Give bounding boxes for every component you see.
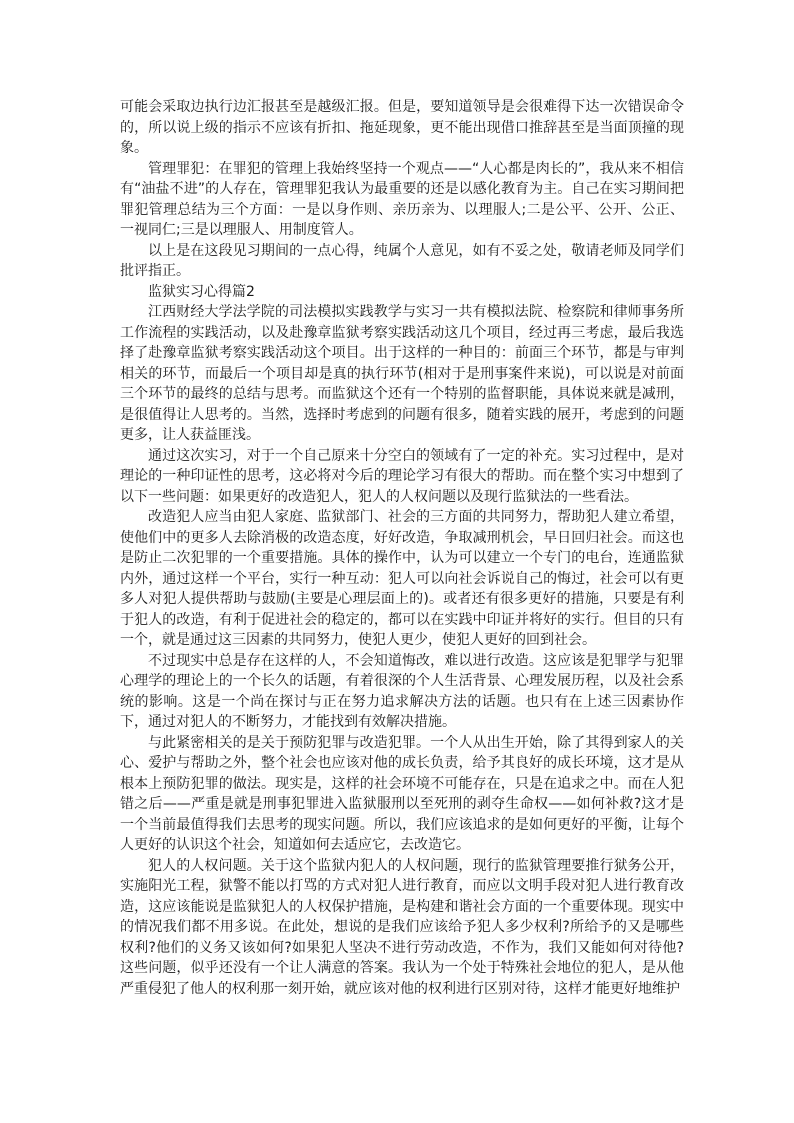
paragraph-internship-reflection: 通过这次实习，对于一个自己原来十分空白的领域有了一定的补充。实习过程中，是对理论的一种印证性的思考，这必将对今后的理论学习有很大的帮助。而在整个实习中想到了以下一些问题：如果更好的改造犯人，犯人的人权问题以及现行监狱法的一些看法。: [120, 447, 684, 505]
document-page: [120, 97, 684, 999]
section-heading: 监狱实习心得篇2: [148, 283, 255, 300]
paragraph-closing-remarks: 以上是在这段见习期间的一点心得，纯属个人意见，如有不妥之处，敬请老师及同学们批评指正。: [120, 242, 684, 279]
paragraph-rehabilitation: 改造犯人应当由犯人家庭、监狱部门、社会的三方面的共同努力，帮助犯人建立希望，使他们中的更多人去除消极的改造态度，好好改造，争取减刑机会，早日回归社会。而这也是防止二次犯罪的一个重要措施。具体的操作中，认为可以建立一个专门的电台，连通监狱内外，通过这样一个平台，实行一种互动：犯人可以向社会诉说自己的悔过，社会可以有更多人对犯人提供帮助与鼓励(主要是心理层面上的)。或者还有很多更好的措施，只要是有利于犯人的改造，有利于促进社会的稳定的，都可以在实践中印证并将好的实行。但目的只有一个，就是通过这三因素的共同努力，使犯人更少，使犯人更好的回到社会。: [120, 509, 684, 648]
paragraph-continuation: 可能会采取边执行边汇报甚至是越级汇报。但是，要知道领导是会很难得下达一次错误命令的，所以说上级的指示不应该有折扣、拖延现象，更不能出现借口推辞甚至是当面顶撞的现象。: [120, 99, 684, 156]
paragraph-prisoner-management: 管理罪犯：在罪犯的管理上我始终坚持一个观点——“人心都是肉长的”，我从来不相信有“油盐不进”的人存在，管理罪犯我认为最重要的还是以感化教育为主。自己在实习期间把罪犯管理总结为三个方面：一是以身作则、亲历亲为、以理服人;二是公平、公开、公正、一视同仁;三是以理服人、用制度管人。: [120, 160, 684, 238]
paragraph-intro: 江西财经大学法学院的司法模拟实践教学与实习一共有模拟法院、检察院和律师事务所工作流程的实践活动，以及赴豫章监狱考察实践活动这几个项目，经过再三考虑，最后我选择了赴豫章监狱考察实践活动这个项目。出于这样的一种目的：前面三个环节，都是与审判相关的环节，而最后一个项目却是真的执行环节(相对于是刑事案件来说)，可以说是对前面三个环节的最终的总结与思考。而监狱这个还有一个特别的监督职能，具体说来就是减刑，是很值得让人思考的。当然，选择时考虑到的问题有很多，随着实践的展开，考虑到的问题更多，让人获益匪浅。: [120, 304, 684, 443]
paragraph-human-rights: 犯人的人权问题。关于这个监狱内犯人的人权问题，现行的监狱管理要推行狱务公开，实施阳光工程，狱警不能以打骂的方式对犯人进行教育，而应以文明手段对犯人进行教育改造，这应该能说是监狱犯人的人权保护措施，是构建和谐社会方面的一个重要体现。现实中的情况我们都不用多说。在此处，想说的是我们应该给予犯人多少权利?所给予的又是哪些权利?他们的义务又该如何?如果犯人坚决不进行劳动改造，不作为，我们又能如何对待他?这些问题，似乎还没有一个让人满意的答案。我认为一个处于特殊社会地位的犯人，是从他严重侵犯了他人的权利那一刻开始，就应该对他的权利进行区别对待，这样才能更好地维护: [120, 857, 684, 997]
paragraph-prevention: 与此紧密相关的是关于预防犯罪与改造犯罪。一个人从出生开始，除了其得到家人的关心、爱护与帮助之外，整个社会也应该对他的成长负责，给予其良好的成长环境，这才是从根本上预防犯罪的做法。现实是，这样的社会环境不可能存在，只是在追求之中。而在人犯错之后——严重是就是刑事犯罪进入监狱服刑以至死刑的剥夺生命权——如何补救?这才是一个当前最值得我们去思考的现实问题。所以，我们应该追求的是如何更好的平衡，让每个人更好的认识这个社会，知道如何去适应它，去改造它。: [120, 734, 684, 853]
paragraph-reality: 不过现实中总是存在这样的人，不会知道悔改，难以进行改造。这应该是犯罪学与犯罪心理学的理论上的一个长久的话题，有着很深的个人生活背景、心理发展历程，以及社会系统的影响。这是一个尚在探讨与正在努力追求解决方法的话题。也只有在上述三因素协作下，通过对犯人的不断努力，才能找到有效解决措施。: [120, 652, 684, 730]
